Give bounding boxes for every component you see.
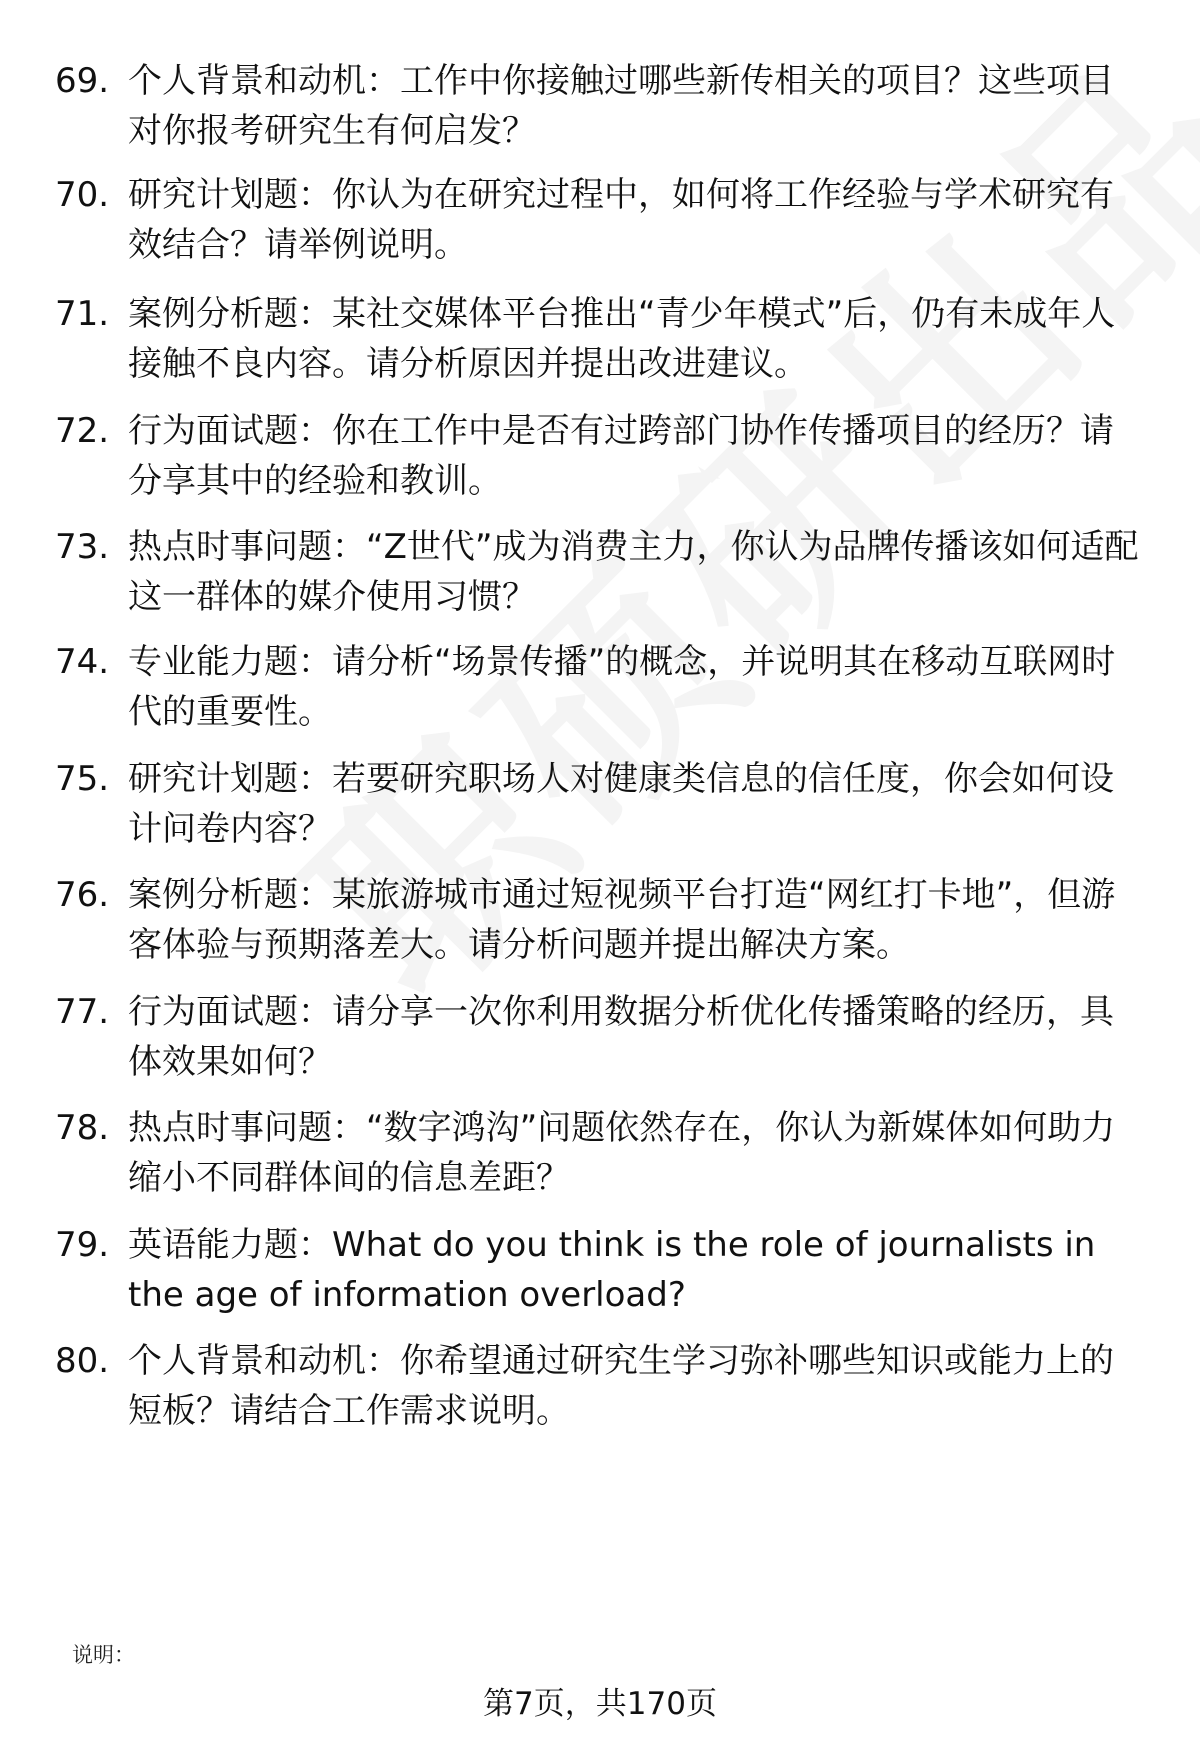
question-text: 案例分析题：某旅游城市通过短视频平台打造“网红打卡地”，但游客体验与预期落差大。请分析问题并提出解决方案。 [128,875,1116,965]
question-number: 80. [55,1341,110,1381]
question-text: 行为面试题：请分享一次你利用数据分析优化传播策略的经历，具体效果如何？ [128,992,1114,1082]
question-text: 研究计划题：你认为在研究过程中，如何将工作经验与学术研究有效结合？请举例说明。 [128,175,1114,265]
question-text: 研究计划题：若要研究职场人对健康类信息的信任度，你会如何设计问卷内容？ [128,759,1114,849]
question-text: 个人背景和动机：你希望通过研究生学习弥补哪些知识或能力上的短板？请结合工作需求说明。 [128,1341,1114,1431]
question-number: 69. [55,61,110,101]
page-footer: 第7页，共170页 [483,1686,717,1722]
question-number: 79. [55,1225,110,1265]
question-number: 70. [55,175,110,215]
question-number: 76. [55,875,110,915]
question-number: 73. [55,527,110,567]
question-text: 案例分析题：某社交媒体平台推出“青少年模式”后，仍有未成年人接触不良内容。请分析原因并提出改进建议。 [128,294,1116,384]
question-text: 热点时事问题：“Z世代”成为消费主力，你认为品牌传播该如何适配这一群体的媒介使用习惯？ [128,527,1139,617]
note-label: 说明： [72,1643,135,1667]
question-text: 热点时事问题：“数字鸿沟”问题依然存在，你认为新媒体如何助力缩小不同群体间的信息差距？ [128,1108,1116,1198]
question-text: 行为面试题：你在工作中是否有过跨部门协作传播项目的经历？请分享其中的经验和教训。 [128,411,1114,501]
question-number: 78. [55,1108,110,1148]
question-number: 71. [55,294,110,334]
question-text: 专业能力题：请分析“场景传播”的概念，并说明其在移动互联网时代的重要性。 [128,642,1116,732]
question-number: 74. [55,642,110,682]
question-number: 72. [55,411,110,451]
question-number: 75. [55,759,110,799]
question-text: 英语能力题：What do you think is the role of journalists in the age of information overload? [128,1225,1096,1315]
question-number: 77. [55,992,110,1032]
question-text: 个人背景和动机：工作中你接触过哪些新传相关的项目？这些项目对你报考研究生有何启发？ [128,61,1114,151]
